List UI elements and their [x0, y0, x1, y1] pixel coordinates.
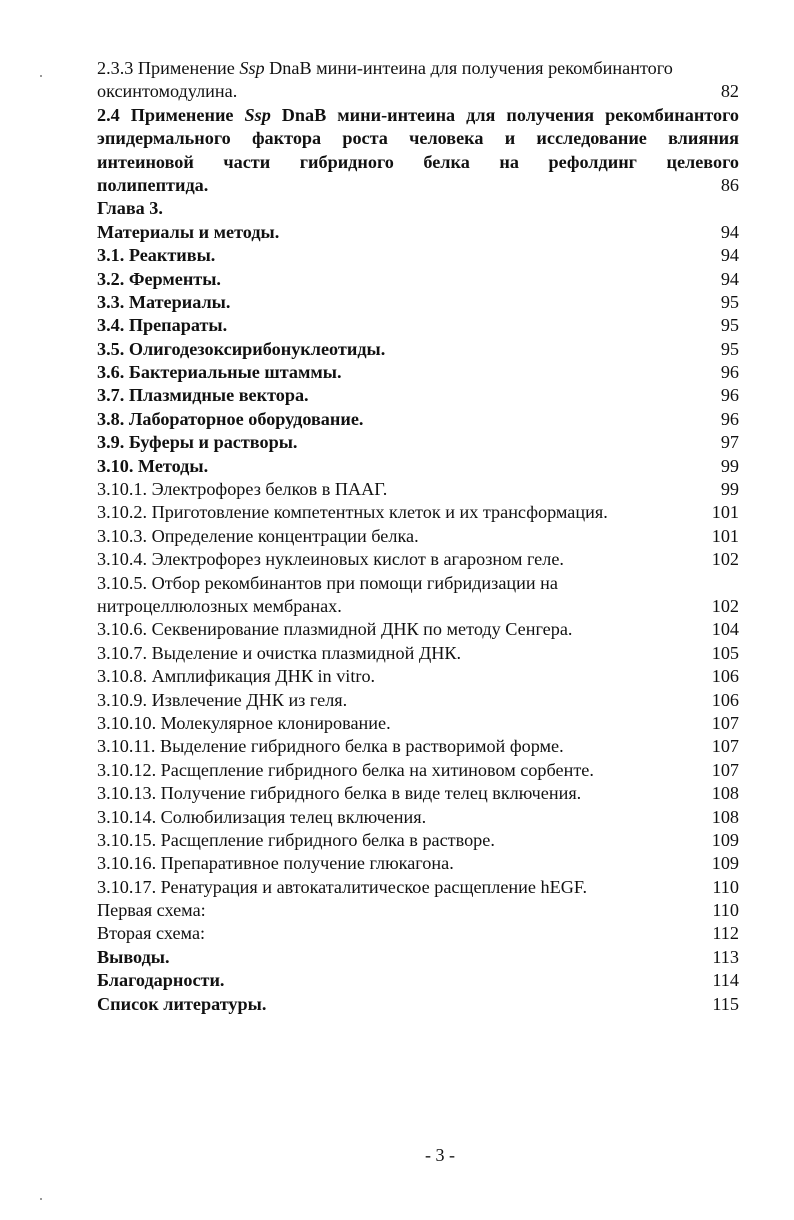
entry-text: 2.4 Применение [97, 104, 245, 125]
toc-entry-2-4 [97, 104, 739, 127]
toc-entry-2-4-cont [97, 151, 739, 174]
entry-text: Благодарности. [97, 970, 225, 991]
toc-entry [97, 501, 739, 524]
toc-entry [97, 548, 739, 571]
toc-entry [97, 291, 739, 314]
toc-entry [97, 899, 739, 922]
page-ref: 94 [720, 221, 739, 242]
page-ref: 95 [720, 338, 739, 359]
toc-entry [97, 244, 739, 267]
toc-entry [97, 852, 739, 875]
page-ref: 102 [711, 549, 739, 570]
entry-text: 3.10.7. Выделение и очистка плазмидной ДНК. [97, 642, 462, 663]
page-ref: 108 [711, 783, 739, 804]
chapter-title [97, 221, 739, 244]
toc-entry [97, 618, 739, 641]
entry-text: 2.3.3 Применение [97, 58, 240, 78]
page-ref: 104 [711, 619, 739, 640]
entry-text: Вторая схема: [97, 923, 206, 944]
page-ref: 96 [720, 362, 739, 383]
entry-text: 3.10.14. Солюбилизация телец включения. [97, 806, 427, 827]
toc-entry [97, 665, 739, 688]
toc-entry [97, 595, 739, 618]
toc-entry [97, 408, 739, 431]
entry-text: эпидермального фактора роста человека и исследование влияния [97, 128, 739, 149]
page-ref: 96 [720, 408, 739, 429]
page-ref: 107 [711, 712, 739, 733]
entry-text: 3.10.6. Секвенирование плазмидной ДНК по методу Сенгера. [97, 619, 573, 640]
entry-text: Материалы и методы. [97, 221, 280, 242]
entry-text: 3.7. Плазмидные вектора. [97, 385, 309, 406]
toc-entry-2-3-3 [97, 57, 739, 80]
toc-entry [97, 712, 739, 735]
page-number: - 3 - [425, 1145, 455, 1165]
entry-text: 3.10.2. Приготовление компетентных клеток и их трансформация. [97, 502, 608, 523]
entry-text: 3.3. Материалы. [97, 291, 231, 312]
toc-entry [97, 478, 739, 501]
entry-text: 3.10.16. Препаративное получение глюкагона. [97, 853, 454, 874]
toc-entry [97, 642, 739, 665]
page-ref: 96 [720, 385, 739, 406]
page-ref: 107 [711, 736, 739, 757]
toc-entry-2-4-cont [97, 174, 739, 197]
entry-text: 3.8. Лабораторное оборудование. [97, 408, 364, 429]
page-ref: 107 [711, 759, 739, 780]
toc-entry [97, 806, 739, 829]
page-ref: 109 [711, 853, 739, 874]
entry-text: 3.10.5. Отбор рекомбинантов при помощи гибридизации на [97, 572, 558, 593]
entry-text: оксинтомодулина. [97, 81, 238, 102]
entry-text: DnaB мини-интеина для получения рекомбинантого [264, 58, 673, 78]
toc-entry [97, 572, 739, 595]
entry-text: 3.10.9. Извлечение ДНК из геля. [97, 689, 348, 710]
page-ref: 110 [712, 900, 739, 921]
page-ref: 99 [720, 479, 739, 500]
page-ref: 94 [720, 268, 739, 289]
toc-entry-2-4-cont [97, 127, 739, 150]
entry-text: 3.4. Препараты. [97, 315, 228, 336]
toc-entry [97, 829, 739, 852]
page-ref: 115 [712, 993, 739, 1014]
entry-text: нитроцеллюлозных мембранах. [97, 595, 342, 616]
entry-text: 3.1. Реактивы. [97, 245, 216, 266]
entry-text: Список литературы. [97, 993, 267, 1014]
entry-text: 3.10.1. Электрофорез белков в ПААГ. [97, 479, 388, 500]
entry-text: 3.10.13. Получение гибридного белка в виде телец включения. [97, 783, 582, 804]
toc-entry [97, 268, 739, 291]
page-ref: 113 [712, 946, 739, 967]
entry-text: 3.10.4. Электрофорез нуклеиновых кислот в агарозном геле. [97, 549, 564, 570]
chapter-heading [97, 197, 739, 220]
page-ref: 108 [711, 806, 739, 827]
entry-text: 3.10.3. Определение концентрации белка. [97, 525, 419, 546]
entry-text: 3.10. Методы. [97, 455, 209, 476]
toc-entry [97, 455, 739, 478]
toc-entry [97, 969, 739, 992]
page-ref: 112 [712, 923, 739, 944]
page-ref: 106 [711, 689, 739, 710]
toc-entry [97, 431, 739, 454]
entry-text: 3.5. Олигодезоксирибонуклеотиды. [97, 338, 386, 359]
toc-entry [97, 922, 739, 945]
page-ref: 110 [712, 876, 739, 897]
page-ref: 82 [720, 81, 739, 102]
page-ref: 114 [712, 970, 739, 991]
entry-text: 3.6. Бактериальные штаммы. [97, 362, 342, 383]
toc-entry [97, 361, 739, 384]
toc-entries [97, 244, 739, 1016]
entry-italic: Ssp [244, 104, 271, 125]
entry-text: интеиновой части гибридного белка на рефолдинг целевого [97, 151, 739, 172]
entry-text: DnaB мини-интеина для получения рекомбинантого [270, 104, 739, 125]
entry-text: 3.9. Буферы и растворы. [97, 432, 298, 453]
page-ref: 106 [711, 666, 739, 687]
page-ref: 95 [720, 291, 739, 312]
toc-entry [97, 946, 739, 969]
page-ref: 109 [711, 829, 739, 850]
entry-text: Глава 3. [97, 198, 163, 219]
entry-text: Выводы. [97, 946, 170, 967]
toc-entry-2-3-3-cont [97, 80, 739, 103]
toc-entry [97, 525, 739, 548]
toc-entry [97, 759, 739, 782]
page-ref [699, 572, 739, 595]
toc-entry [97, 876, 739, 899]
page-ref: 105 [711, 642, 739, 663]
entry-text: 3.10.11. Выделение гибридного белка в растворимой форме. [97, 736, 564, 757]
page-ref: 95 [720, 315, 739, 336]
page-ref: 86 [720, 174, 739, 195]
toc-entry [97, 338, 739, 361]
entry-text: 3.10.8. Амплификация ДНК in vitro. [97, 666, 376, 687]
toc-entry [97, 689, 739, 712]
entry-text: 3.10.10. Молекулярное клонирование. [97, 712, 391, 733]
page-ref: 102 [711, 595, 739, 616]
toc-entry [97, 384, 739, 407]
entry-text: полипептида. [97, 174, 209, 195]
toc-entry [97, 993, 739, 1016]
entry-text: 3.2. Ферменты. [97, 268, 221, 289]
entry-italic: Ssp [239, 58, 265, 78]
page-ref: 101 [711, 525, 739, 546]
scan-speck [40, 75, 42, 77]
toc-entry [97, 782, 739, 805]
toc-entry [97, 735, 739, 758]
page-ref: 94 [720, 245, 739, 266]
scan-speck [40, 1198, 42, 1200]
entry-text: 3.10.15. Расщепление гибридного белка в растворе. [97, 829, 495, 850]
entry-text: 3.10.12. Расщепление гибридного белка на хитиновом сорбенте. [97, 759, 594, 780]
entry-text: 3.10.17. Ренатурация и автокаталитическое расщепление hEGF. [97, 876, 588, 897]
table-of-contents [97, 57, 739, 1016]
page-ref: 99 [720, 455, 739, 476]
page-ref: 97 [720, 432, 739, 453]
toc-entry [97, 314, 739, 337]
page-ref: 101 [711, 502, 739, 523]
entry-text: Первая схема: [97, 900, 206, 921]
